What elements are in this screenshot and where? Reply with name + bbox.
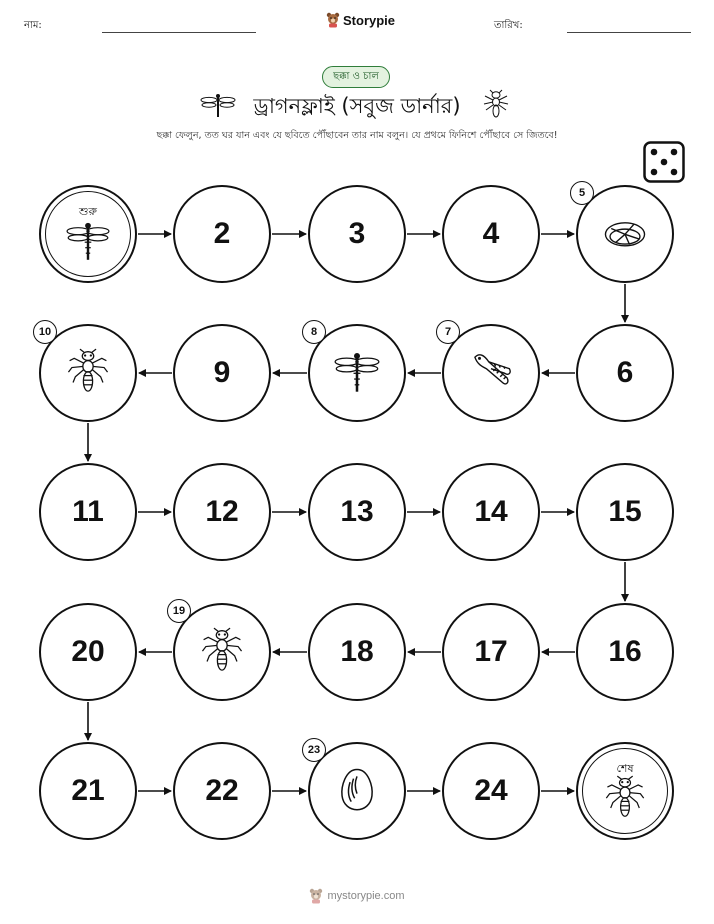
start-label: শুরু	[79, 205, 97, 218]
bear-mascot-icon	[309, 888, 323, 904]
board-cell-24[interactable]	[442, 742, 540, 840]
nymph-jaw-icon	[468, 348, 514, 398]
cell-number: 11	[72, 495, 104, 528]
cell-number: 16	[608, 635, 642, 668]
cell-number-tag: 7	[436, 320, 460, 344]
cell-number: 12	[205, 495, 239, 528]
board-cell-6[interactable]	[576, 324, 674, 422]
board-cell-17[interactable]	[442, 603, 540, 701]
nymph-icon	[65, 348, 111, 398]
cell-number: 14	[474, 495, 508, 528]
finish-cell[interactable]	[576, 742, 674, 840]
egg-icon	[334, 766, 380, 816]
footer-url[interactable]: mystorypie.com	[327, 890, 405, 902]
cell-number: 22	[205, 774, 239, 807]
board-cell-21[interactable]	[39, 742, 137, 840]
cell-number: 6	[616, 356, 634, 389]
board-cell-14[interactable]	[442, 463, 540, 561]
dragonfly-icon	[66, 218, 110, 266]
cell-number-tag: 23	[302, 738, 326, 762]
start-cell[interactable]	[39, 185, 137, 283]
board-cell-9[interactable]	[173, 324, 271, 422]
finish-label: শেষ	[616, 762, 634, 775]
date-label: তারিখ:	[494, 20, 523, 31]
board-cell-4[interactable]	[442, 185, 540, 283]
name-label: নাম:	[24, 20, 42, 31]
cell-number: 24	[474, 774, 508, 807]
dragonfly-icon	[334, 348, 380, 398]
cell-number: 20	[71, 635, 105, 668]
board-cell-20[interactable]	[39, 603, 137, 701]
board-cell-11[interactable]	[39, 463, 137, 561]
instructions: ছক্কা ফেলুন, তত ঘর যান এবং যে ছবিতে পৌঁছাবেন তার নাম বলুন। যে প্রথমে ফিনিশে পৌঁছাবে সে জিতবে!	[156, 130, 558, 141]
cell-number: 4	[482, 217, 500, 250]
board-cell-16[interactable]	[576, 603, 674, 701]
lily-pad-icon	[602, 209, 648, 259]
cell-number: 13	[340, 495, 374, 528]
game-type-badge: ছক্কা ও চাল	[322, 66, 390, 88]
board-cell-2[interactable]	[173, 185, 271, 283]
cell-number: 3	[348, 217, 366, 250]
board-cell-15[interactable]	[576, 463, 674, 561]
board-cell-22[interactable]	[173, 742, 271, 840]
nymph-icon	[603, 775, 647, 823]
board-cell-12[interactable]	[173, 463, 271, 561]
cell-number: 21	[71, 774, 105, 807]
cell-number-tag: 10	[33, 320, 57, 344]
footer	[0, 888, 714, 904]
cell-number: 17	[474, 635, 508, 668]
cell-number: 18	[340, 635, 374, 668]
brand-name: Storypie	[343, 12, 396, 28]
page-title: ড্রাগনফ্লাই (সবুজ ডার্নার)	[253, 94, 461, 118]
board-cell-13[interactable]	[308, 463, 406, 561]
cell-number: 9	[213, 356, 231, 389]
cell-number: 2	[213, 217, 231, 250]
cell-number: 15	[608, 495, 642, 528]
cell-number-tag: 19	[167, 599, 191, 623]
cell-number-tag: 8	[302, 320, 326, 344]
cell-number-tag: 5	[570, 181, 594, 205]
board-cell-18[interactable]	[308, 603, 406, 701]
nymph-icon	[199, 627, 245, 677]
board-cell-3[interactable]	[308, 185, 406, 283]
